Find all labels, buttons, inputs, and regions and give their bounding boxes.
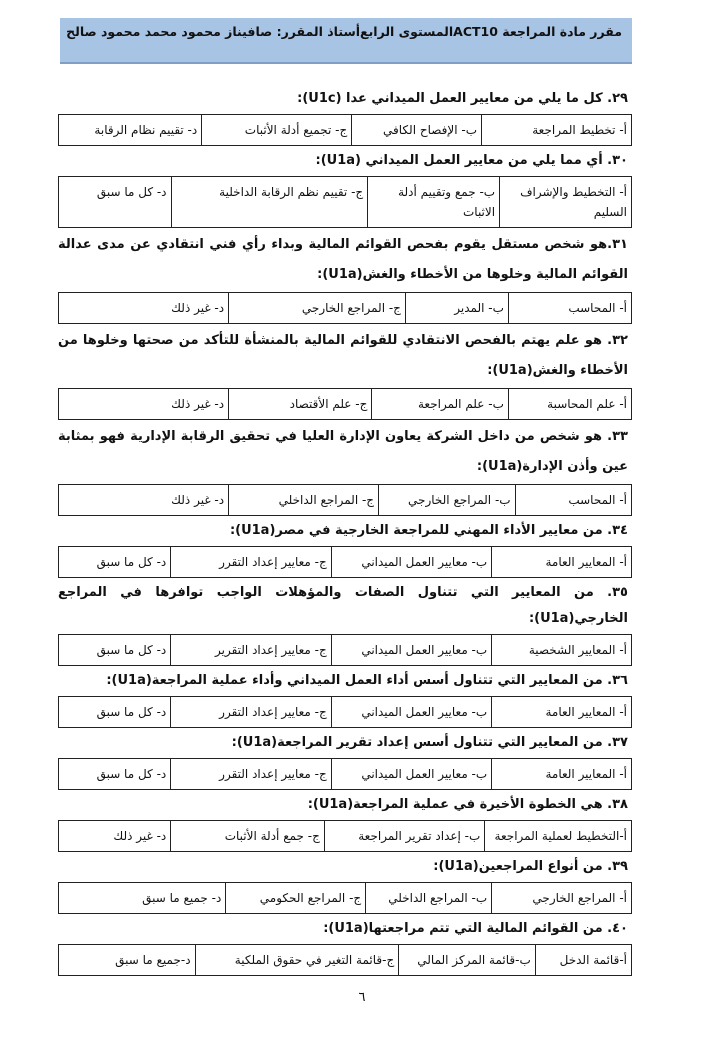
question-text: ٤٠. من القوائم المالية التي تتم مراجعتها(U1a): [323, 921, 628, 936]
option-a[interactable]: أ- المعايير الشخصية [491, 635, 631, 665]
option-a[interactable]: أ- المعايير العامة [491, 759, 631, 789]
options-table [58, 820, 632, 852]
level-label: المستوى الرابع [360, 24, 454, 39]
option-b[interactable]: ب-قائمة المركز المالي [398, 945, 535, 975]
option-a[interactable]: أ-قائمة الدخل [535, 945, 631, 975]
option-b[interactable]: ب- معايير العمل الميداني [331, 547, 491, 577]
option-a[interactable]: أ- تخطيط المراجعة [481, 115, 631, 145]
options-table [58, 696, 632, 728]
question-text: ٣٢. هو علم يهتم بالفحص الانتقادي للقوائم المالية بالمنشأة للتأكد من صحتها وخلوها من الأخطاء والغش(U1a): [58, 333, 628, 378]
option-c[interactable]: ج-قائمة التغير في حقوق الملكية [195, 945, 399, 975]
question-text: ٣٨. هي الخطوة الأخيرة في عملية المراجعة(U1a): [307, 797, 628, 812]
question-36 [58, 668, 632, 728]
options-table [58, 882, 632, 914]
option-a[interactable]: أ- التخطيط والإشراف السليم [499, 177, 631, 227]
option-b[interactable]: ب- علم المراجعة [371, 389, 508, 419]
option-d[interactable]: د-جميع ما سبق [115, 953, 191, 967]
option-c[interactable]: ج- معايير إعداد التقرر [170, 697, 330, 727]
question-30 [58, 148, 632, 228]
question-34 [58, 518, 632, 578]
question-37 [58, 730, 632, 790]
question-29 [58, 86, 632, 146]
option-c[interactable]: ج- تقييم نظم الرقابة الداخلية [171, 177, 368, 227]
option-c[interactable]: ج- معايير إعداد التقرير [170, 635, 330, 665]
question-40 [58, 916, 632, 976]
question-text: ٣٦. من المعايير التي تتناول أسس أداء العمل الميداني وأداء عملية المراجعة(U1a): [106, 673, 628, 688]
option-d[interactable]: د- كل ما سبق [96, 643, 167, 657]
options-table [58, 634, 632, 666]
options-table [58, 114, 632, 146]
question-text: ٣٤. من معايير الأداء المهني للمراجعة الخارجية في مصر(U1a): [229, 523, 628, 538]
question-31 [58, 230, 632, 324]
option-b[interactable]: ب- معايير العمل الميداني [331, 635, 491, 665]
question-text: ٣١.هو شخص مستقل يقوم بفحص القوائم المالية وبداء رأي فني انتقادي عن مدى عدالة القوائم المالية وخلوها من الأخطاء والغش(U1a): [58, 237, 628, 282]
option-d[interactable]: د- جميع ما سبق [142, 891, 222, 905]
option-d[interactable]: د- كل ما سبق [96, 705, 167, 719]
question-33 [58, 422, 632, 516]
teacher-name: أستاذ المقرر: صافيناز محمود محمد محمود صالح [66, 24, 361, 39]
question-text: ٣٣. هو شخص من داخل الشركة يعاون الإدارة العليا في تحقيق الرقابة الإدارية فهو بمثابة عين وأذن الإدارة(U1a): [58, 429, 628, 474]
question-text: ٢٩. كل ما يلي من معايير العمل الميداني عدا (U1c): [297, 91, 628, 106]
option-c[interactable]: ج- المراجع الداخلي [228, 485, 378, 515]
option-c[interactable]: ج- علم الأقتصاد [228, 389, 371, 419]
questions-list [58, 86, 632, 978]
option-b[interactable]: ب- المراجع الخارجي [378, 485, 515, 515]
option-a[interactable]: أ- المعايير العامة [491, 547, 631, 577]
option-d[interactable]: د- كل ما سبق [96, 555, 167, 569]
option-d[interactable]: د- غير ذلك [171, 301, 225, 315]
question-text: ٣٥. من المعايير التي تتناول الصفات والمؤهلات الواجب توافرها في المراجع الخارجي(U1a): [58, 585, 628, 626]
option-c[interactable]: ج- جمع أدلة الأثبات [170, 821, 324, 851]
option-b[interactable]: ب- الإفصاح الكافي [351, 115, 481, 145]
option-d[interactable]: د- غير ذلك [171, 493, 225, 507]
option-a[interactable]: أ-التخطيط لعملية المراجعة [484, 821, 631, 851]
option-d[interactable]: د- غير ذلك [113, 829, 167, 843]
options-table [58, 758, 632, 790]
option-c[interactable]: ج- معايير إعداد التقرر [170, 547, 330, 577]
option-d[interactable]: د- كل ما سبق [96, 767, 167, 781]
option-d[interactable]: د- تقييم نظام الرقابة [94, 123, 198, 137]
option-a[interactable]: أ- المعايير العامة [491, 697, 631, 727]
option-b[interactable]: ب- معايير العمل الميداني [331, 697, 491, 727]
question-35 [58, 580, 632, 666]
option-c[interactable]: ج- المراجع الحكومي [225, 883, 365, 913]
question-32 [58, 326, 632, 420]
option-a[interactable]: أ- المحاسب [515, 485, 631, 515]
question-39 [58, 854, 632, 914]
option-b[interactable]: ب- معايير العمل الميداني [331, 759, 491, 789]
question-text: ٣٧. من المعايير التي تتناول أسس إعداد تقرير المراجعة(U1a): [231, 735, 628, 750]
options-table [58, 546, 632, 578]
course-title: مقرر مادة المراجعة ACT10 [453, 24, 622, 39]
option-a[interactable]: أ- المحاسب [508, 293, 631, 323]
option-b[interactable]: ب- إعداد تقرير المراجعة [324, 821, 484, 851]
option-b[interactable]: ب- المدير [405, 293, 508, 323]
question-text: ٣٩. من أنواع المراجعين(U1a): [433, 859, 628, 874]
option-c[interactable]: ج- معايير إعداد التقرر [170, 759, 330, 789]
question-text: ٣٠. أي مما يلي من معايير العمل الميداني (U1a): [315, 153, 628, 168]
option-a[interactable]: أ- المراجع الخارجي [491, 883, 631, 913]
options-table [58, 292, 632, 324]
options-table [58, 388, 632, 420]
option-a[interactable]: أ- علم المحاسبة [508, 389, 631, 419]
option-b[interactable]: ب- المراجع الداخلي [365, 883, 491, 913]
options-table [58, 176, 632, 228]
page-header [60, 18, 632, 64]
option-c[interactable]: ج- المراجع الخارجي [228, 293, 405, 323]
options-table [58, 944, 632, 976]
option-d[interactable]: د- غير ذلك [171, 397, 225, 411]
option-d[interactable]: د- كل ما سبق [96, 185, 167, 199]
option-b[interactable]: ب- جمع وتقييم أدلة الاثبات [367, 177, 499, 227]
page-number: ٦ [358, 990, 366, 1005]
option-c[interactable]: ج- تجميع أدلة الأثبات [201, 115, 351, 145]
question-38 [58, 792, 632, 852]
options-table [58, 484, 632, 516]
